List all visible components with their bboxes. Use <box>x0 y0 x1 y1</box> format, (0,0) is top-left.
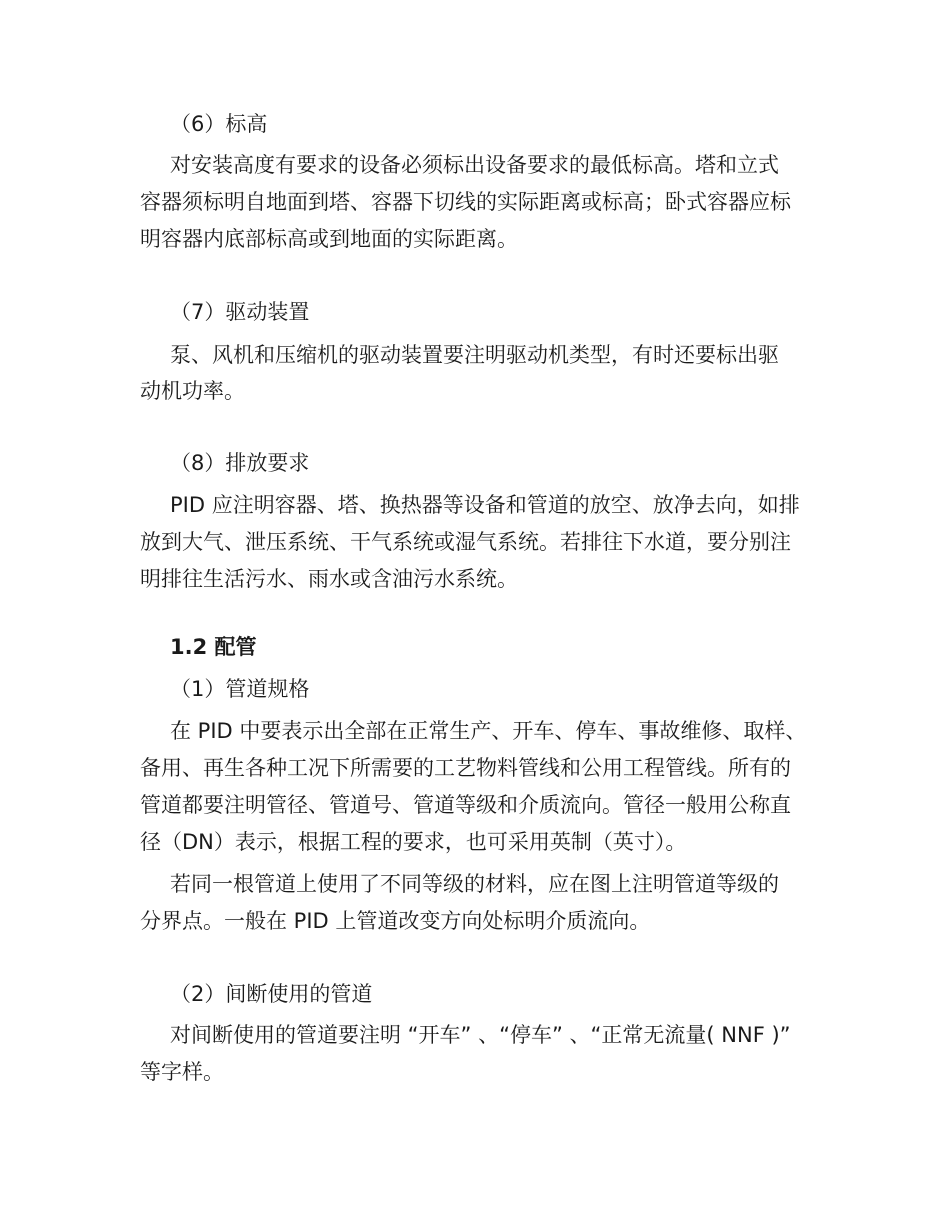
paragraph-line: 对安装高度有要求的设备必须标出设备要求的最低标高。塔和立式 <box>170 153 779 177</box>
paragraph-line: 容器须标明自地面到塔、容器下切线的实际距离或标高；卧式容器应标 <box>140 190 791 214</box>
paragraph-line: 放到大气、泄压系统、干气系统或湿气系统。若排往下水道，要分别注 <box>140 530 791 554</box>
section-title: （1）管道规格 <box>170 677 310 701</box>
paragraph-line: 明容器内底部标高或到地面的实际距离。 <box>140 227 518 251</box>
paragraph-line: 若同一根管道上使用了不同等级的材料，应在图上注明管道等级的 <box>170 872 779 896</box>
paragraph-line: 分界点。一般在 PID 上管道改变方向处标明介质流向。 <box>140 909 651 933</box>
paragraph-line: 管道都要注明管径、管道号、管道等级和介质流向。管径一般用公称直 <box>140 793 791 817</box>
paragraph-line: 明排往生活污水、雨水或含油污水系统。 <box>140 567 518 591</box>
paragraph-line: 等字样。 <box>140 1060 224 1084</box>
paragraph-line: 在 PID 中要表示出全部在正常生产、开车、停车、事故维修、取样、 <box>170 719 807 743</box>
section-title: （6）标高 <box>170 112 268 136</box>
paragraph-line: PID 应注明容器、塔、换热器等设备和管道的放空、放净去向，如排 <box>170 493 800 517</box>
chapter-heading: 1.2 配管 <box>170 635 257 659</box>
paragraph-line: 对间断使用的管道要注明 “开车” 、“停车” 、“正常无流量( NNF )” <box>170 1023 791 1047</box>
section-title: （7）驱动装置 <box>170 300 310 324</box>
section-title: （2）间断使用的管道 <box>170 982 373 1006</box>
paragraph-line: 备用、再生各种工况下所需要的工艺物料管线和公用工程管线。所有的 <box>140 756 791 780</box>
paragraph-line: 动机功率。 <box>140 379 245 403</box>
paragraph-line: 径（DN）表示，根据工程的要求，也可采用英制（英寸）。 <box>140 830 687 854</box>
paragraph-line: 泵、风机和压缩机的驱动装置要注明驱动机类型，有时还要标出驱 <box>170 343 779 367</box>
section-title: （8）排放要求 <box>170 451 310 475</box>
